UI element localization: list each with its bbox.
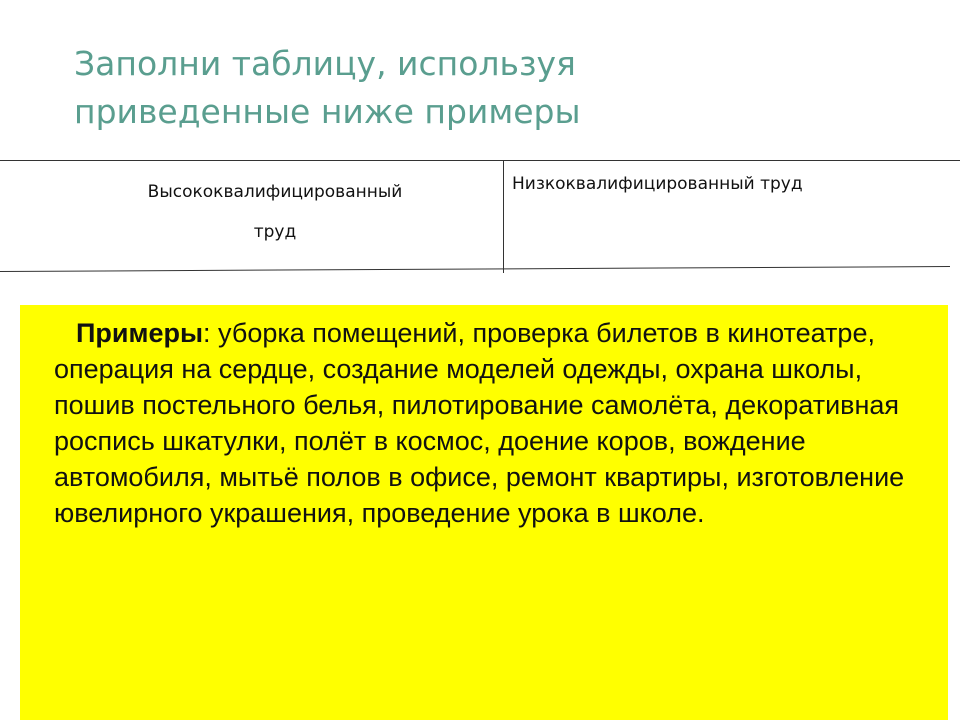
table-bottom-border [0, 266, 950, 272]
classification-table [0, 0, 960, 300]
slide-title-line2: приведенные ниже примеры [74, 92, 581, 131]
table-top-border [0, 160, 960, 161]
column-header-high-skilled-line2: труд [253, 222, 297, 242]
column-header-high-skilled [60, 172, 490, 252]
slide-title-line1: Заполни таблицу, используя [74, 44, 576, 83]
column-header-low-skilled: Низкоквалифицированный труд [512, 174, 803, 194]
column-header-high-skilled-line1: Высококвалифицированный [147, 182, 403, 202]
examples-box [20, 305, 948, 720]
examples-label: Примеры [76, 318, 204, 348]
examples-text: : уборка помещений, проверка билетов в кинотеатре, операция на сердце, создание моделей одежды, охрана школы, пошив постельного белья, пилотирование самолёта, декоративная роспись шкатулки, полёт в космос, доение коров, вождение автомобиля, мытьё полов в офисе, ремонт квартиры, изготовление ювелирного украшения, проведение урока в школе. [54, 318, 905, 528]
table-column-divider [503, 161, 504, 273]
